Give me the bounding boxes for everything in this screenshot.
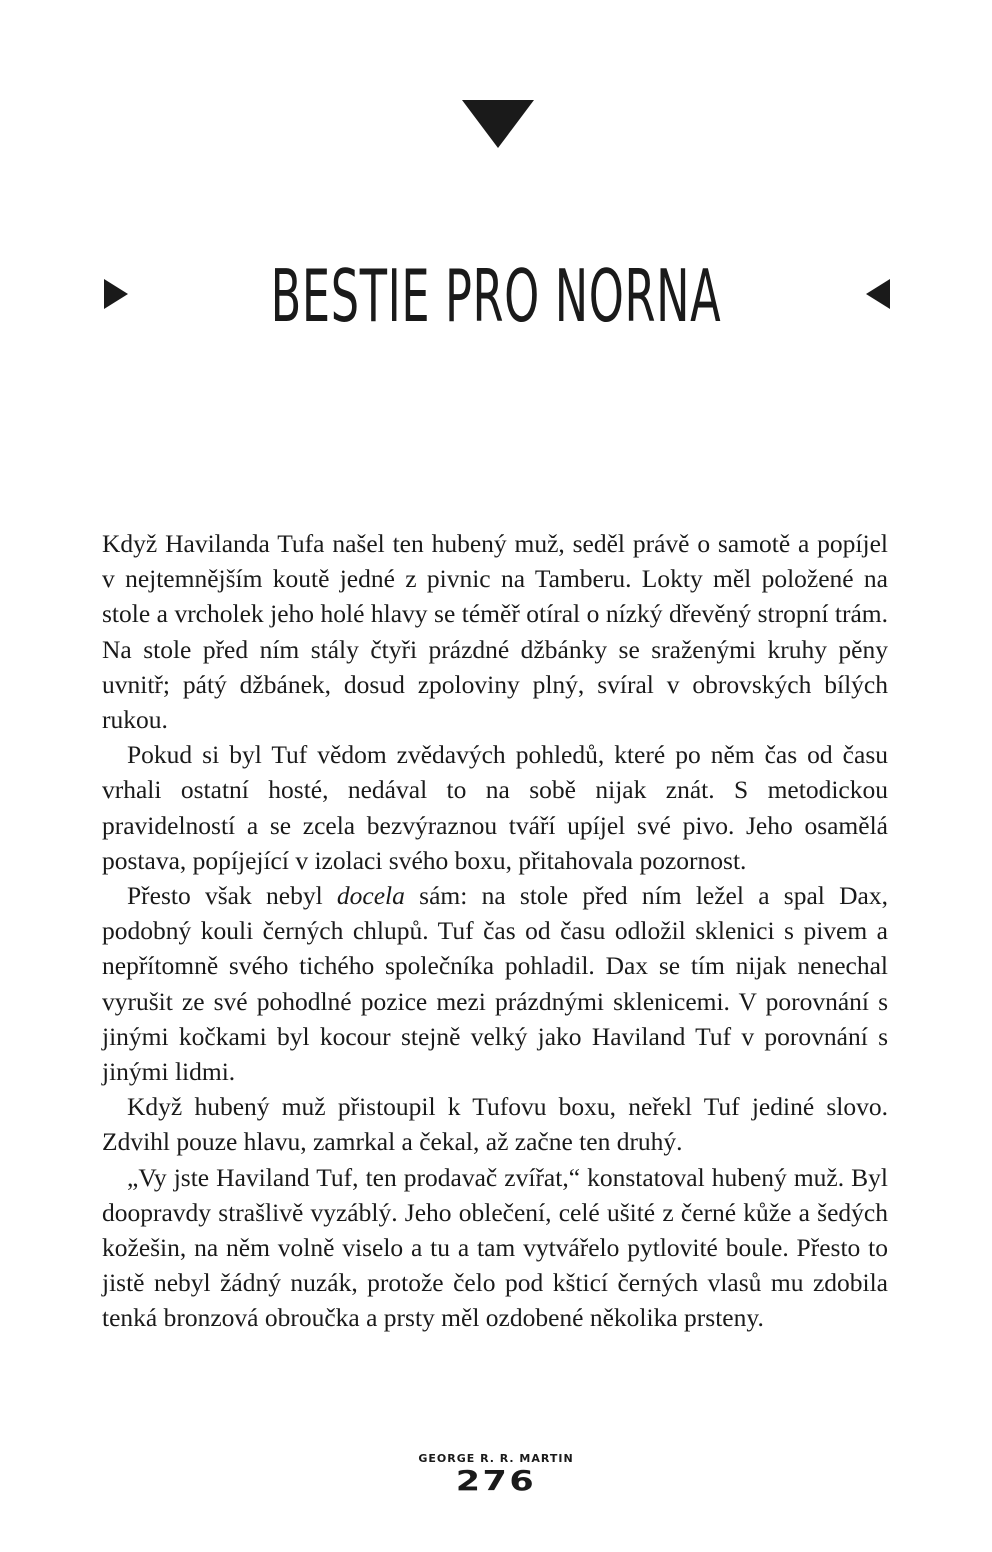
paragraph-3-start: Přesto však nebyl <box>127 881 337 911</box>
triangle-down-ornament-icon <box>462 100 534 148</box>
page-number: 276 <box>455 1464 537 1497</box>
paragraph-3-italic: docela <box>336 881 405 911</box>
paragraph-1: Když Havilanda Tufa našel ten hubený muž, seděl právě o samotě a popíjel v nejtemnějším koutě jedné z pivnic na Tamberu. Lokty měl položené na stole a vrcholek jeho holé hlavy se téměř otíral o nízký dřevěný stropní trám. Na stole před ním stály čtyři prázdné džbánky se sraženými kruhy pěny uvnitř; pátý džbánek, dosud zpoloviny plný, svíral v obrovských bílých rukou. <box>102 529 888 735</box>
paragraph-2: Pokud si byl Tuf vědom zvědavých pohledů, které po něm čas od času vrhali ostatní hosté, nedával to na sobě nijak znát. S metodickou pravidelností a se zcela bezvýraznou tváří upíjel své pivo. Jeho osamělá postava, popíjející v izolaci svého boxu, přitahovala pozornost. <box>102 740 888 875</box>
triangle-left-ornament-icon <box>866 279 890 309</box>
chapter-title: BESTIE PRO NORNA <box>270 254 722 338</box>
paragraph-5: „Vy jste Haviland Tuf, ten prodavač zvířat,“ konstatoval hubený muž. Byl doopravdy strašlivě vyzáblý. Jeho oblečení, celé ušité z černé kůže a šedých kožešin, na něm volně viselo a tu a tam vytvářelo pytlovité boule. Přesto to jistě nebyl žádný nuzák, protože čelo pod kšticí černých vlasů mu zdobila tenká bronzová obroučka a prsty měl ozdobené několika prsteny. <box>102 1162 888 1333</box>
paragraph-3 <box>102 878 888 1089</box>
paragraph-4: Když hubený muž přistoupil k Tufovu boxu, neřekl Tuf jediné slovo. Zdvihl pouze hlavu, zamrkal a čekal, až začne ten druhý. <box>102 1092 888 1157</box>
paragraph-3-end: sám: na stole před ním ležel a spal Dax, podobný kouli černých chlupů. Tuf čas od času odložil sklenici s pivem a nepřítomně svého tichého společníka pohladil. Dax se tím nijak nenechal vyrušit ze své pohodlné pozice mezi prázdnými sklenicemi. V porovnání s jinými kočkami byl kocour stejně velký jako Haviland Tuf v porovnání s jinými lidmi. <box>102 881 888 1087</box>
running-footer-author: GEORGE R. R. MARTIN <box>418 1452 574 1465</box>
chapter-body <box>102 526 888 1336</box>
triangle-right-ornament-icon <box>104 279 128 309</box>
